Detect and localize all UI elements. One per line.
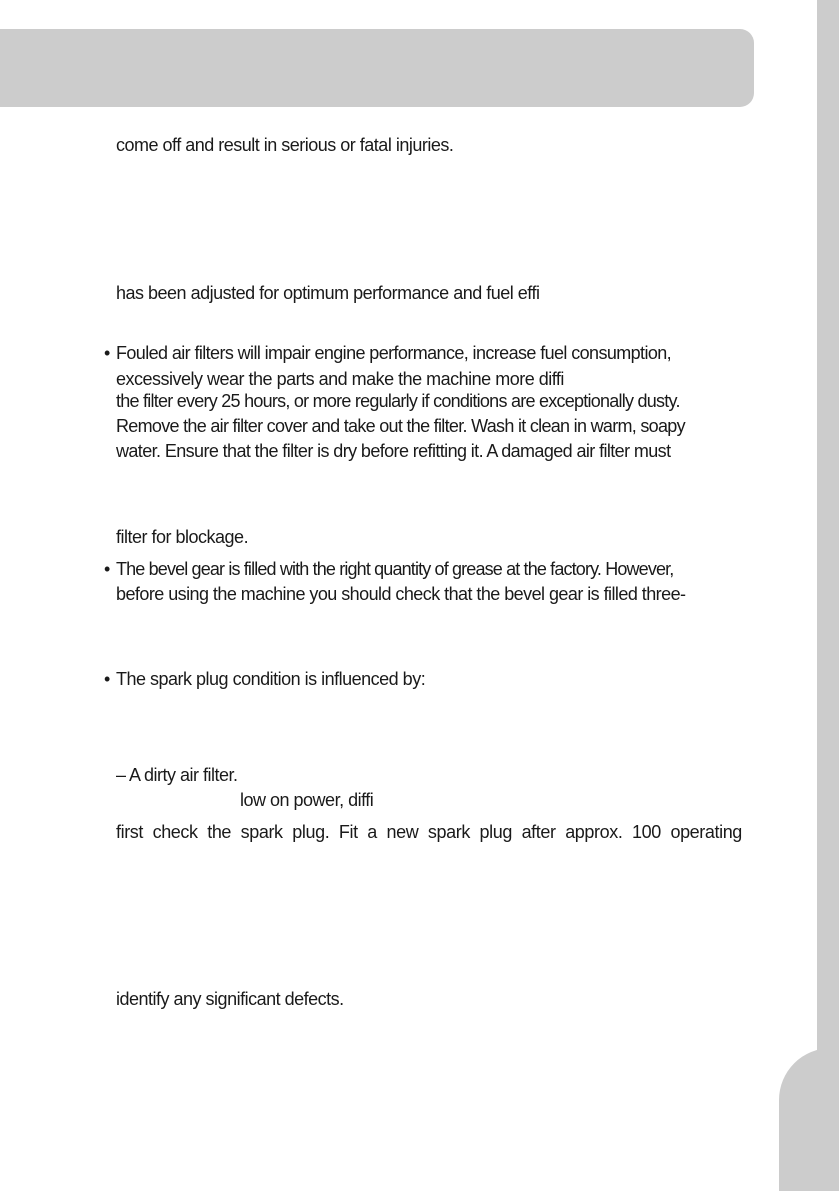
text-line-bevel-gear-1: The bevel gear is filled with the right quantity of grease at the factory. However,	[116, 559, 674, 579]
header-bar	[0, 29, 754, 107]
text-line-low-power: low on power, diffi	[240, 790, 374, 810]
page-corner-tab	[779, 1048, 839, 1191]
text-line-first-check: first check the spark plug. Fit a new spark plug after approx. 100 operating	[116, 822, 742, 842]
text-line-air-filter-4: Remove the air filter cover and take out the filter. Wash it clean in warm, soapy	[116, 416, 685, 436]
bullet-bevel-gear: •	[104, 559, 111, 579]
text-line-air-filter-2: excessively wear the parts and make the machine more diffi	[116, 369, 564, 389]
text-line-adjusted: has been adjusted for optimum performance and fuel effi	[116, 283, 540, 303]
bullet-air-filter: •	[104, 343, 111, 363]
text-line-blockage: filter for blockage.	[116, 527, 249, 547]
side-tab	[817, 0, 839, 1191]
text-line-air-filter-1: Fouled air filters will impair engine performance, increase fuel consumption,	[116, 343, 672, 363]
text-line-air-filter-3: the filter every 25 hours, or more regularly if conditions are exceptionally dusty.	[116, 391, 680, 411]
text-line-air-filter-5: water. Ensure that the filter is dry before refitting it. A damaged air filter must	[116, 441, 671, 461]
text-line-defects: identify any significant defects.	[116, 989, 344, 1009]
text-line-come-off: come off and result in serious or fatal injuries.	[116, 135, 454, 155]
text-line-dirty-filter: – A dirty air filter.	[116, 765, 238, 785]
bullet-spark-plug: •	[104, 669, 111, 689]
text-line-spark-plug-1: The spark plug condition is influenced by:	[116, 669, 426, 689]
text-line-bevel-gear-2: before using the machine you should check that the bevel gear is filled three-	[116, 584, 686, 604]
